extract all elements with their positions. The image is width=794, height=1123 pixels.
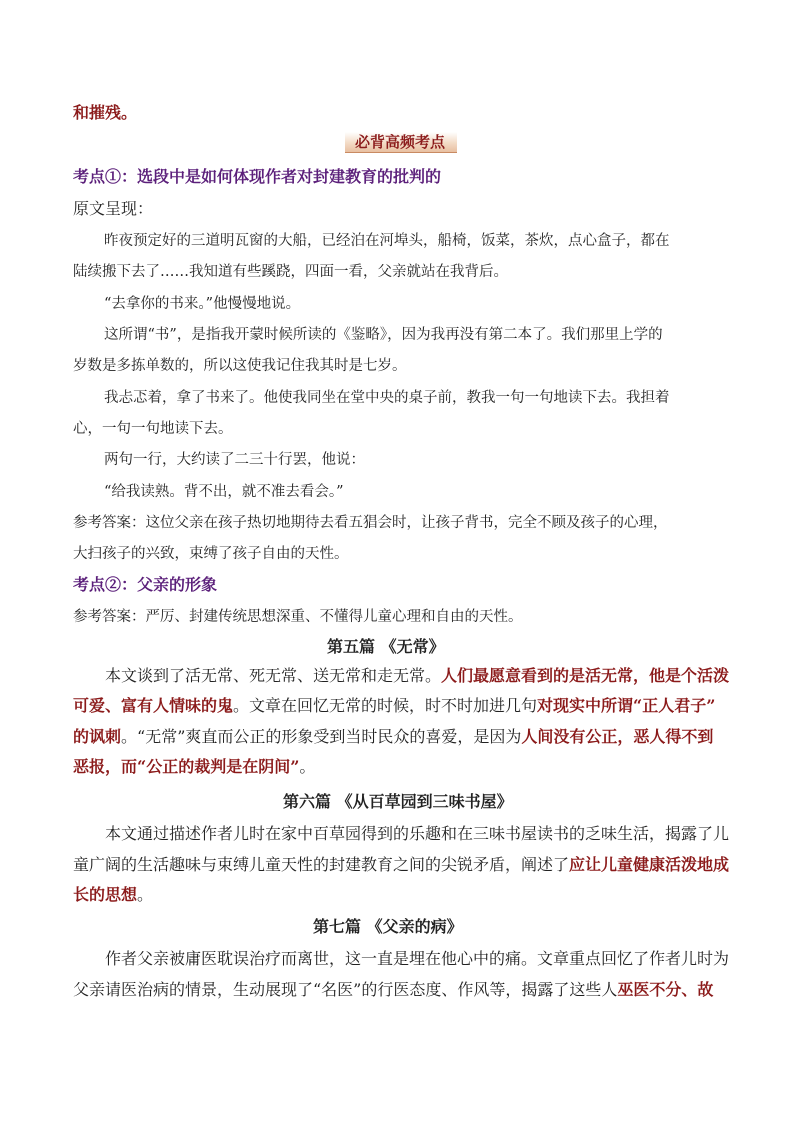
emphasis-run: 人间没有公正，恶人得不到	[521, 727, 714, 746]
excerpt-line: 陆续搬下去了……我知道有些蹊跷，四面一看，父亲就站在我背后。	[73, 264, 508, 280]
point2-answer: 参考答案：严厉、封建传统思想深重、不懂得儿童心理和自由的天性。	[73, 609, 523, 625]
point1-title: 考点①：选段中是如何体现作者对封建教育的批判的	[73, 167, 442, 186]
banner-title: 必背高频考点	[355, 133, 446, 151]
chapter7-line2	[73, 977, 713, 1000]
text-run: 童广阔的生活趣味与束缚儿童天性的封建教育之间的尖锐矛盾，阐述了	[73, 855, 570, 874]
chapter6-line3	[73, 882, 153, 905]
emphasis-run: 应让儿童健康活泼地成	[569, 855, 730, 874]
chapter5-line2	[73, 693, 715, 716]
chapter7-title: 第七篇 《父亲的病》	[313, 917, 463, 936]
chapter7-line1: 作者父亲被庸医耽误治疗而离世，这一直是埋在他心中的痛。文章重点回忆了作者儿时为	[105, 949, 730, 968]
excerpt-line: 心，一句一句地读下去。	[73, 421, 233, 437]
excerpt-line: 我忐忑着，拿了书来了。他使我同坐在堂中央的桌子前，教我一句一句地读下去。我担着	[104, 390, 670, 406]
excerpt-line: “给我读熟。背不出，就不准去看会。”	[104, 484, 344, 500]
point1-answer: 参考答案：这位父亲在孩子热切地期待去看五猖会时，让孩子背书，完全不顾及孩子的心理，	[73, 515, 668, 531]
excerpt-line: “去拿你的书来。”他慢慢地说。	[104, 296, 301, 312]
text-run: 。文章在回忆无常的时候，时不时加进几句	[233, 696, 538, 715]
fragment-top: 和摧残。	[73, 103, 138, 122]
chapter6-line1: 本文通过描述作者儿时在家中百草园得到的乐趣和在三味书屋读书的乏味生活，揭露了儿	[105, 824, 730, 843]
emphasis-run: 巫医不分、故	[617, 980, 714, 999]
emphasis-run: 恶报，而“公正的裁判是在阴间”	[73, 757, 300, 776]
excerpt-line: 岁数是多拣单数的，所以这使我记住我其时是七岁。	[73, 358, 407, 374]
excerpt-line: 两句一行，大约读了二三十行罢，他说：	[104, 452, 365, 468]
emphasis-run: 人们最愿意看到的是活无常，他是个活泼	[441, 666, 730, 685]
text-run: 。	[299, 757, 316, 776]
chapter6-line2	[73, 852, 729, 875]
point2-title: 考点②：父亲的形象	[73, 575, 218, 594]
chapter5-title: 第五篇 《无常》	[327, 637, 445, 656]
chapter5-line4	[73, 754, 315, 777]
text-run: 本文谈到了活无常、死无常、送无常和走无常。	[105, 666, 442, 685]
emphasis-run: 可爱、富有人情味的鬼	[73, 696, 234, 715]
excerpt-line: 这所谓“书”，是指我开蒙时候所读的《鉴略》，因为我再没有第二本了。我们那里上学的	[104, 327, 663, 343]
chapter5-line1	[105, 663, 729, 686]
text-run: 。“无常”爽直而公正的形象受到当时民众的喜爱，是因为	[121, 727, 522, 746]
point1-label: 原文呈现：	[73, 199, 154, 218]
emphasis-run: 长的思想	[73, 885, 138, 904]
excerpt-line: 昨夜预定好的三道明瓦窗的大船，已经泊在河埠头，船椅，饭菜，茶炊，点心盒子，都在	[104, 233, 670, 249]
point1-answer: 大扫孩子的兴致，束缚了孩子自由的天性。	[73, 546, 349, 562]
emphasis-run: 对现实中所谓“正人君子”	[537, 696, 716, 715]
text-run: 父亲请医治病的情景，生动展现了“名医”的行医态度、作风等，揭露了这些人	[73, 980, 618, 999]
text-run: 。	[137, 885, 154, 904]
chapter6-title: 第六篇 《从百草园到三味书屋》	[283, 792, 513, 811]
emphasis-run: 的讽刺	[73, 727, 122, 746]
chapter5-line3	[73, 724, 713, 747]
